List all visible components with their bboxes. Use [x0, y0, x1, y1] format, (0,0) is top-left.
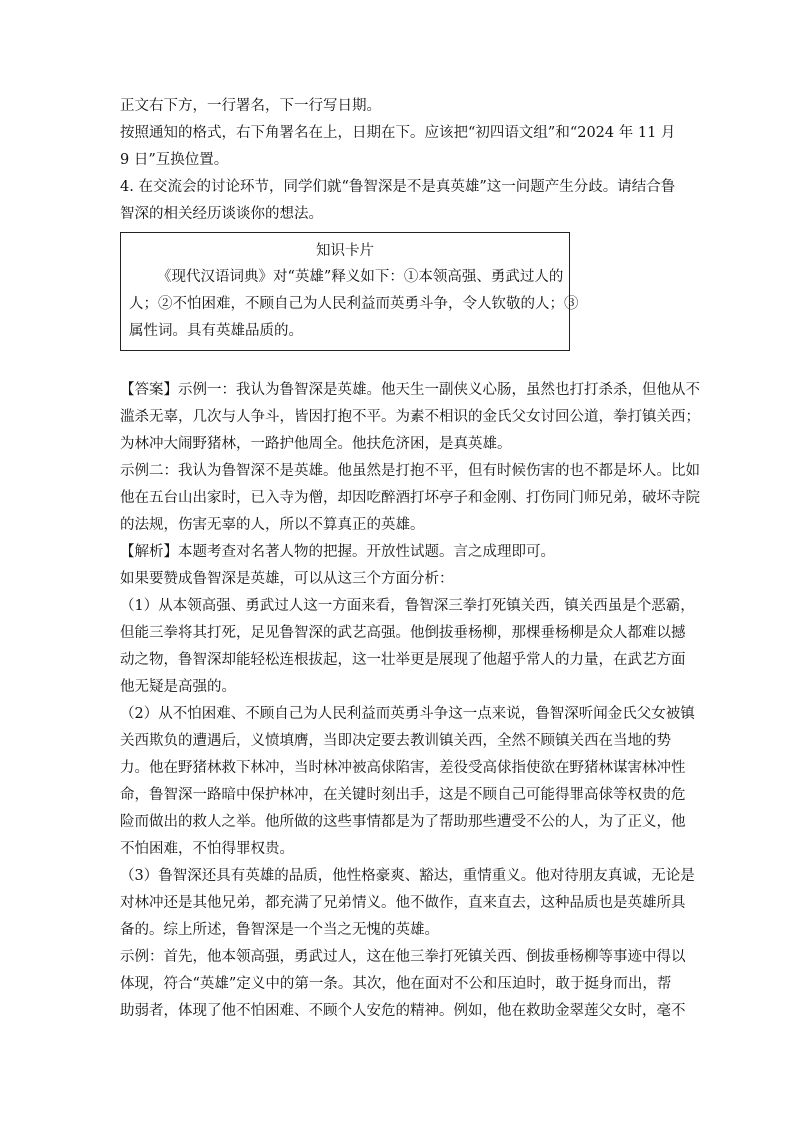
analysis-line: 动之物，鲁智深却能轻松连根拔起，这一壮举更是展现了他超乎常人的力量，在武艺方面 — [120, 652, 686, 668]
analysis-line: 【解析】本题考查对名著人物的把握。开放性试题。言之成理即可。 — [120, 544, 555, 560]
analysis-line: （3）鲁智深还具有英雄的品质，他性格豪爽、豁达，重情重义。他对待朋友真诚，无论是 — [120, 868, 695, 884]
analysis-line: （1）从本领高强、勇武过人这一方面来看，鲁智深三拳打死镇关西，镇关西虽是个恶霸， — [120, 598, 695, 614]
analysis-line: 力。他在野猪林救下林冲，当时林冲被高俅陷害，差役受高俅指使欲在野猪林谋害林冲性 — [120, 760, 686, 776]
analysis-line: （2）从不怕困难、不顾自己为人民利益而英勇斗争这一点来说，鲁智深听闻金氏父女被镇 — [120, 706, 695, 722]
knowledge-card — [120, 232, 579, 351]
analysis-line: 关西欺负的遭遇后，义愤填膺，当即决定要去教训镇关西，全然不顾镇关西在当地的势 — [120, 733, 671, 749]
question-line: 智深的相关经历谈谈你的想法。 — [120, 206, 323, 222]
analysis-line: 命，鲁智深一路暗中保护林冲，在关键时刻出手，这是不顾自己可能得罪高俅等权贵的危 — [120, 787, 686, 803]
example-line: 示例：首先，他本领高强，勇武过人，这在他三拳打死镇关西、倒拔垂杨柳等事迹中得以 — [120, 949, 686, 965]
knowledge-card-title: 知识卡片 — [316, 243, 374, 259]
answer-line: 【答案】示例一：我认为鲁智深是英雄。他天生一副侠义心肠，虽然也打打杀杀，但他从不 — [120, 382, 700, 398]
answer-line: 为林冲大闹野猪林，一路护他周全。他扶危济困，是真英雄。 — [120, 436, 512, 452]
intro-line: 正文右下方，一行署名，下一行写日期。 — [120, 98, 381, 114]
example-line: 体现，符合“英雄”定义中的第一条。其次，他在面对不公和压迫时，敢于挺身而出，帮 — [120, 976, 672, 992]
intro-line: 按照通知的格式，右下角署名在上，日期在下。应该把“初四语文组”和“2024 年 11 月 — [120, 125, 676, 141]
knowledge-card-line: 《现代汉语词典》对“英雄”释义如下：①本领高强、勇武过人的 — [157, 269, 564, 285]
answer-line: 示例二：我认为鲁智深不是英雄。他虽然是打抱不平，但有时候伤害的也不都是坏人。比如 — [120, 463, 700, 479]
answer-line: 的法规，伤害无辜的人，所以不算真正的英雄。 — [120, 517, 425, 533]
knowledge-card-line: 人；②不怕困难，不顾自己为人民利益而英勇斗争，令人钦敬的人；③ — [129, 296, 579, 312]
intro-line: 9 日”互换位置。 — [120, 152, 229, 168]
analysis-line: 他无疑是高强的。 — [120, 679, 236, 695]
analysis-line: 备的。综上所述，鲁智深是一个当之无愧的英雄。 — [120, 922, 439, 938]
analysis-line: 险而做出的救人之举。他所做的这些事情都是为了帮助那些遭受不公的人，为了正义，他 — [120, 814, 686, 830]
analysis-line: 如果要赞成鲁智深是英雄，可以从这三个方面分析： — [120, 571, 454, 587]
question-line: 4. 在交流会的讨论环节，同学们就“鲁智深是不是真英雄”这一问题产生分歧。请结合鲁 — [120, 179, 676, 195]
analysis-line: 但能三拳将其打死，足见鲁智深的武艺高强。他倒拔垂杨柳，那棵垂杨柳是众人都难以撼 — [120, 625, 686, 641]
answer-line: 滥杀无辜，几次与人争斗，皆因打抱不平。为素不相识的金氏父女讨回公道，拳打镇关西； — [120, 409, 700, 425]
example-line: 助弱者，体现了他不怕困难、不顾个人安危的精神。例如，他在救助金翠莲父女时，毫不 — [120, 1003, 686, 1019]
knowledge-card-line: 属性词。具有英雄品质的。 — [129, 323, 303, 339]
analysis-line: 不怕困难，不怕得罪权贵。 — [120, 841, 294, 857]
analysis-line: 对林冲还是其他兄弟，都充满了兄弟情义。他不做作，直来直去，这种品质也是英雄所具 — [120, 895, 686, 911]
answer-line: 他在五台山出家时，已入寺为僧，却因吃醉酒打坏亭子和金刚、打伤同门师兄弟，破坏寺院 — [120, 490, 700, 506]
